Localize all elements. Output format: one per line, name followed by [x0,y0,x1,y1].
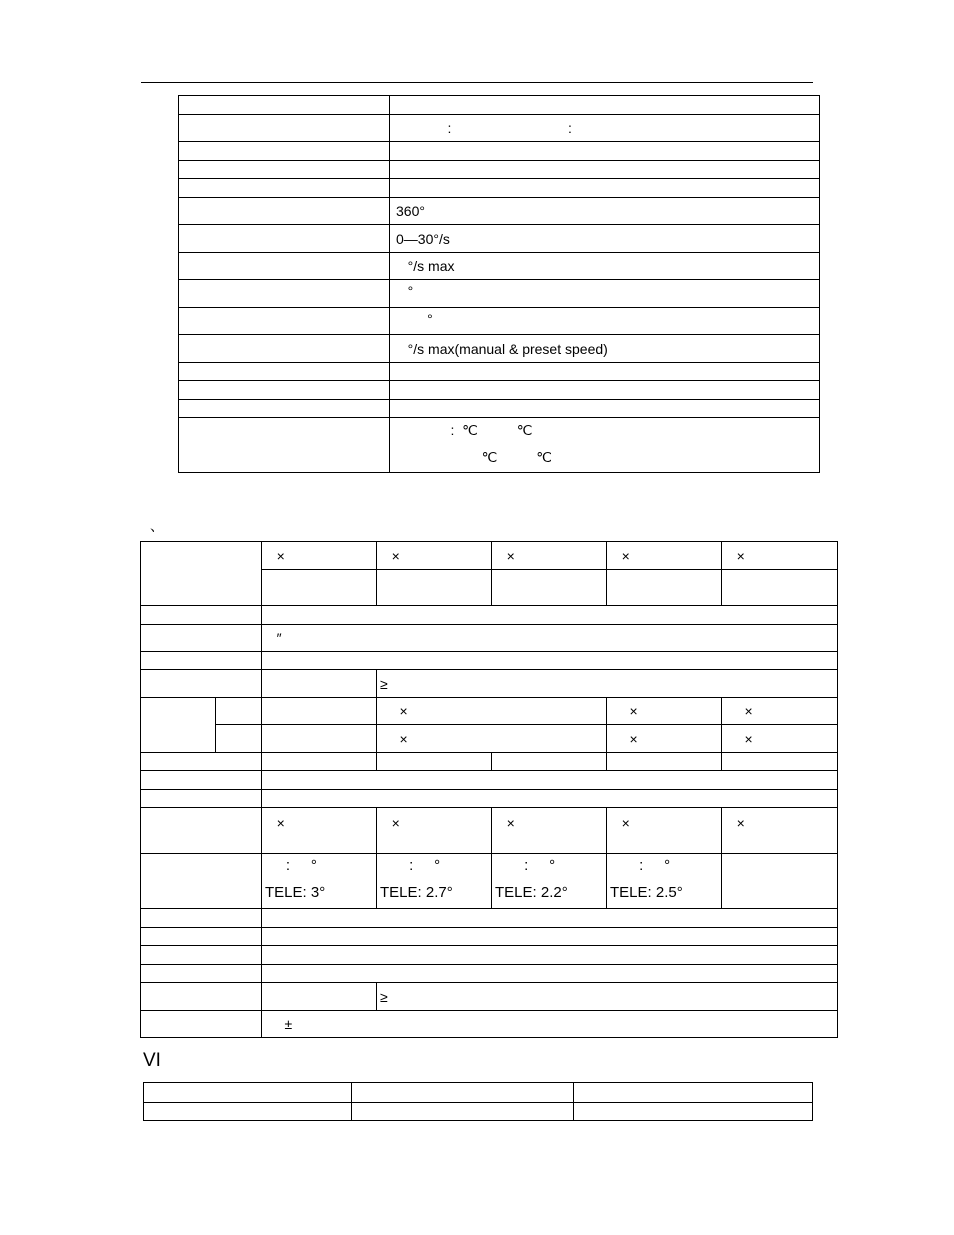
row-value [262,698,377,725]
view-angle-cell [377,854,492,909]
sensor-value: ″ [262,625,838,652]
tolerance-value: ± [262,1011,838,1038]
table3-header [144,1083,352,1103]
row-label [141,670,262,698]
row-label [141,606,262,625]
row-label [141,909,262,928]
ge-value: ≥ [377,983,838,1011]
view-angle-label [141,854,262,909]
pan-range-value: 360° [390,198,820,225]
view-angle-wide: : ° [495,857,556,874]
spec-label [179,335,390,363]
row-label [141,928,262,946]
spec-label [179,381,390,400]
row-value [262,753,377,771]
spec-value [390,142,820,161]
view-angle-cell [262,854,377,909]
row-value [262,928,838,946]
resolution-value: × [377,725,607,753]
row-value [262,983,377,1011]
zoom-label [141,808,262,854]
temperature-label [179,418,390,473]
row-label [141,1011,262,1038]
tilt-angle-value: ° [390,308,820,335]
spec-label [179,161,390,179]
temperature-value [390,418,820,473]
model-sub [377,570,492,606]
model-cell: × [492,542,607,570]
spec-table-3 [143,1082,813,1121]
table3-cell [352,1103,574,1121]
resolution-value: × [607,698,722,725]
row-value [722,753,838,771]
spec-value [390,161,820,179]
spec-label [179,198,390,225]
row-label [141,652,262,670]
section-heading-2: 、 [150,518,164,534]
spec-label [179,400,390,418]
spec-label [179,179,390,198]
spec-value: : : [390,115,820,142]
zoom-value: × [262,808,377,854]
spec-value [390,400,820,418]
view-angle-tele: TELE: 2.2° [495,884,568,901]
model-cell: × [722,542,838,570]
row-label [141,771,262,790]
spec-value [390,363,820,381]
row-value [262,965,838,983]
row-value [607,753,722,771]
table3-header [352,1083,574,1103]
spec-table-1 [178,95,820,473]
resolution-sub-label [216,725,262,753]
spec-label [179,363,390,381]
section-heading-6: VI [143,1050,161,1071]
row-value [262,725,377,753]
zoom-value: × [607,808,722,854]
model-sub [492,570,607,606]
temperature-line-2: ℃ ℃ [396,449,552,465]
view-angle-wide: : ° [380,857,441,874]
spec-label [179,115,390,142]
resolution-sub-label [216,698,262,725]
zoom-value: × [722,808,838,854]
spec-label [179,225,390,253]
spec-value [390,381,820,400]
row-label [141,965,262,983]
row-value [377,753,492,771]
resolution-value: × [607,725,722,753]
zoom-value: × [377,808,492,854]
temperature-line-1: : ℃ ℃ [396,422,533,438]
spec-label [179,280,390,308]
row-value [262,946,838,965]
resolution-value: × [722,698,838,725]
ge-value: ≥ [377,670,838,698]
row-value [492,753,607,771]
view-angle-wide: : ° [610,857,671,874]
resolution-label [141,698,216,753]
view-angle-tele: TELE: 3° [265,884,326,901]
view-angle-wide: : ° [265,857,317,874]
spec-value [390,179,820,198]
tilt-range-value: ° [390,280,820,308]
model-sub [262,570,377,606]
table3-cell [574,1103,813,1121]
row-label [141,753,262,771]
model-sub [722,570,838,606]
model-cell: × [607,542,722,570]
spec-table-2 [140,541,838,1038]
row-value [262,670,377,698]
row-value [262,909,838,928]
zoom-value: × [492,808,607,854]
preset-speed-value: °/s max [390,253,820,280]
view-angle-cell [722,854,838,909]
row-value [262,652,838,670]
resolution-value: × [722,725,838,753]
row-value [262,790,838,808]
model-cell: × [262,542,377,570]
view-angle-tele: TELE: 2.5° [610,884,683,901]
spec-value [390,96,820,115]
header-rule [141,82,813,83]
model-cell: × [377,542,492,570]
view-angle-cell [492,854,607,909]
spec-label [179,142,390,161]
row-label [141,790,262,808]
view-angle-cell [607,854,722,909]
row-label [141,946,262,965]
model-label [141,542,262,606]
table3-cell [144,1103,352,1121]
row-label [141,983,262,1011]
view-angle-tele: TELE: 2.7° [380,884,453,901]
spec-label [179,308,390,335]
tilt-speed-value: °/s max(manual & preset speed) [390,335,820,363]
table3-header [574,1083,813,1103]
row-value [262,606,838,625]
spec-label [179,253,390,280]
sensor-label [141,625,262,652]
spec-label [179,96,390,115]
resolution-value: × [377,698,607,725]
model-sub [607,570,722,606]
row-value [262,771,838,790]
pan-speed-value: 0—30°/s [390,225,820,253]
